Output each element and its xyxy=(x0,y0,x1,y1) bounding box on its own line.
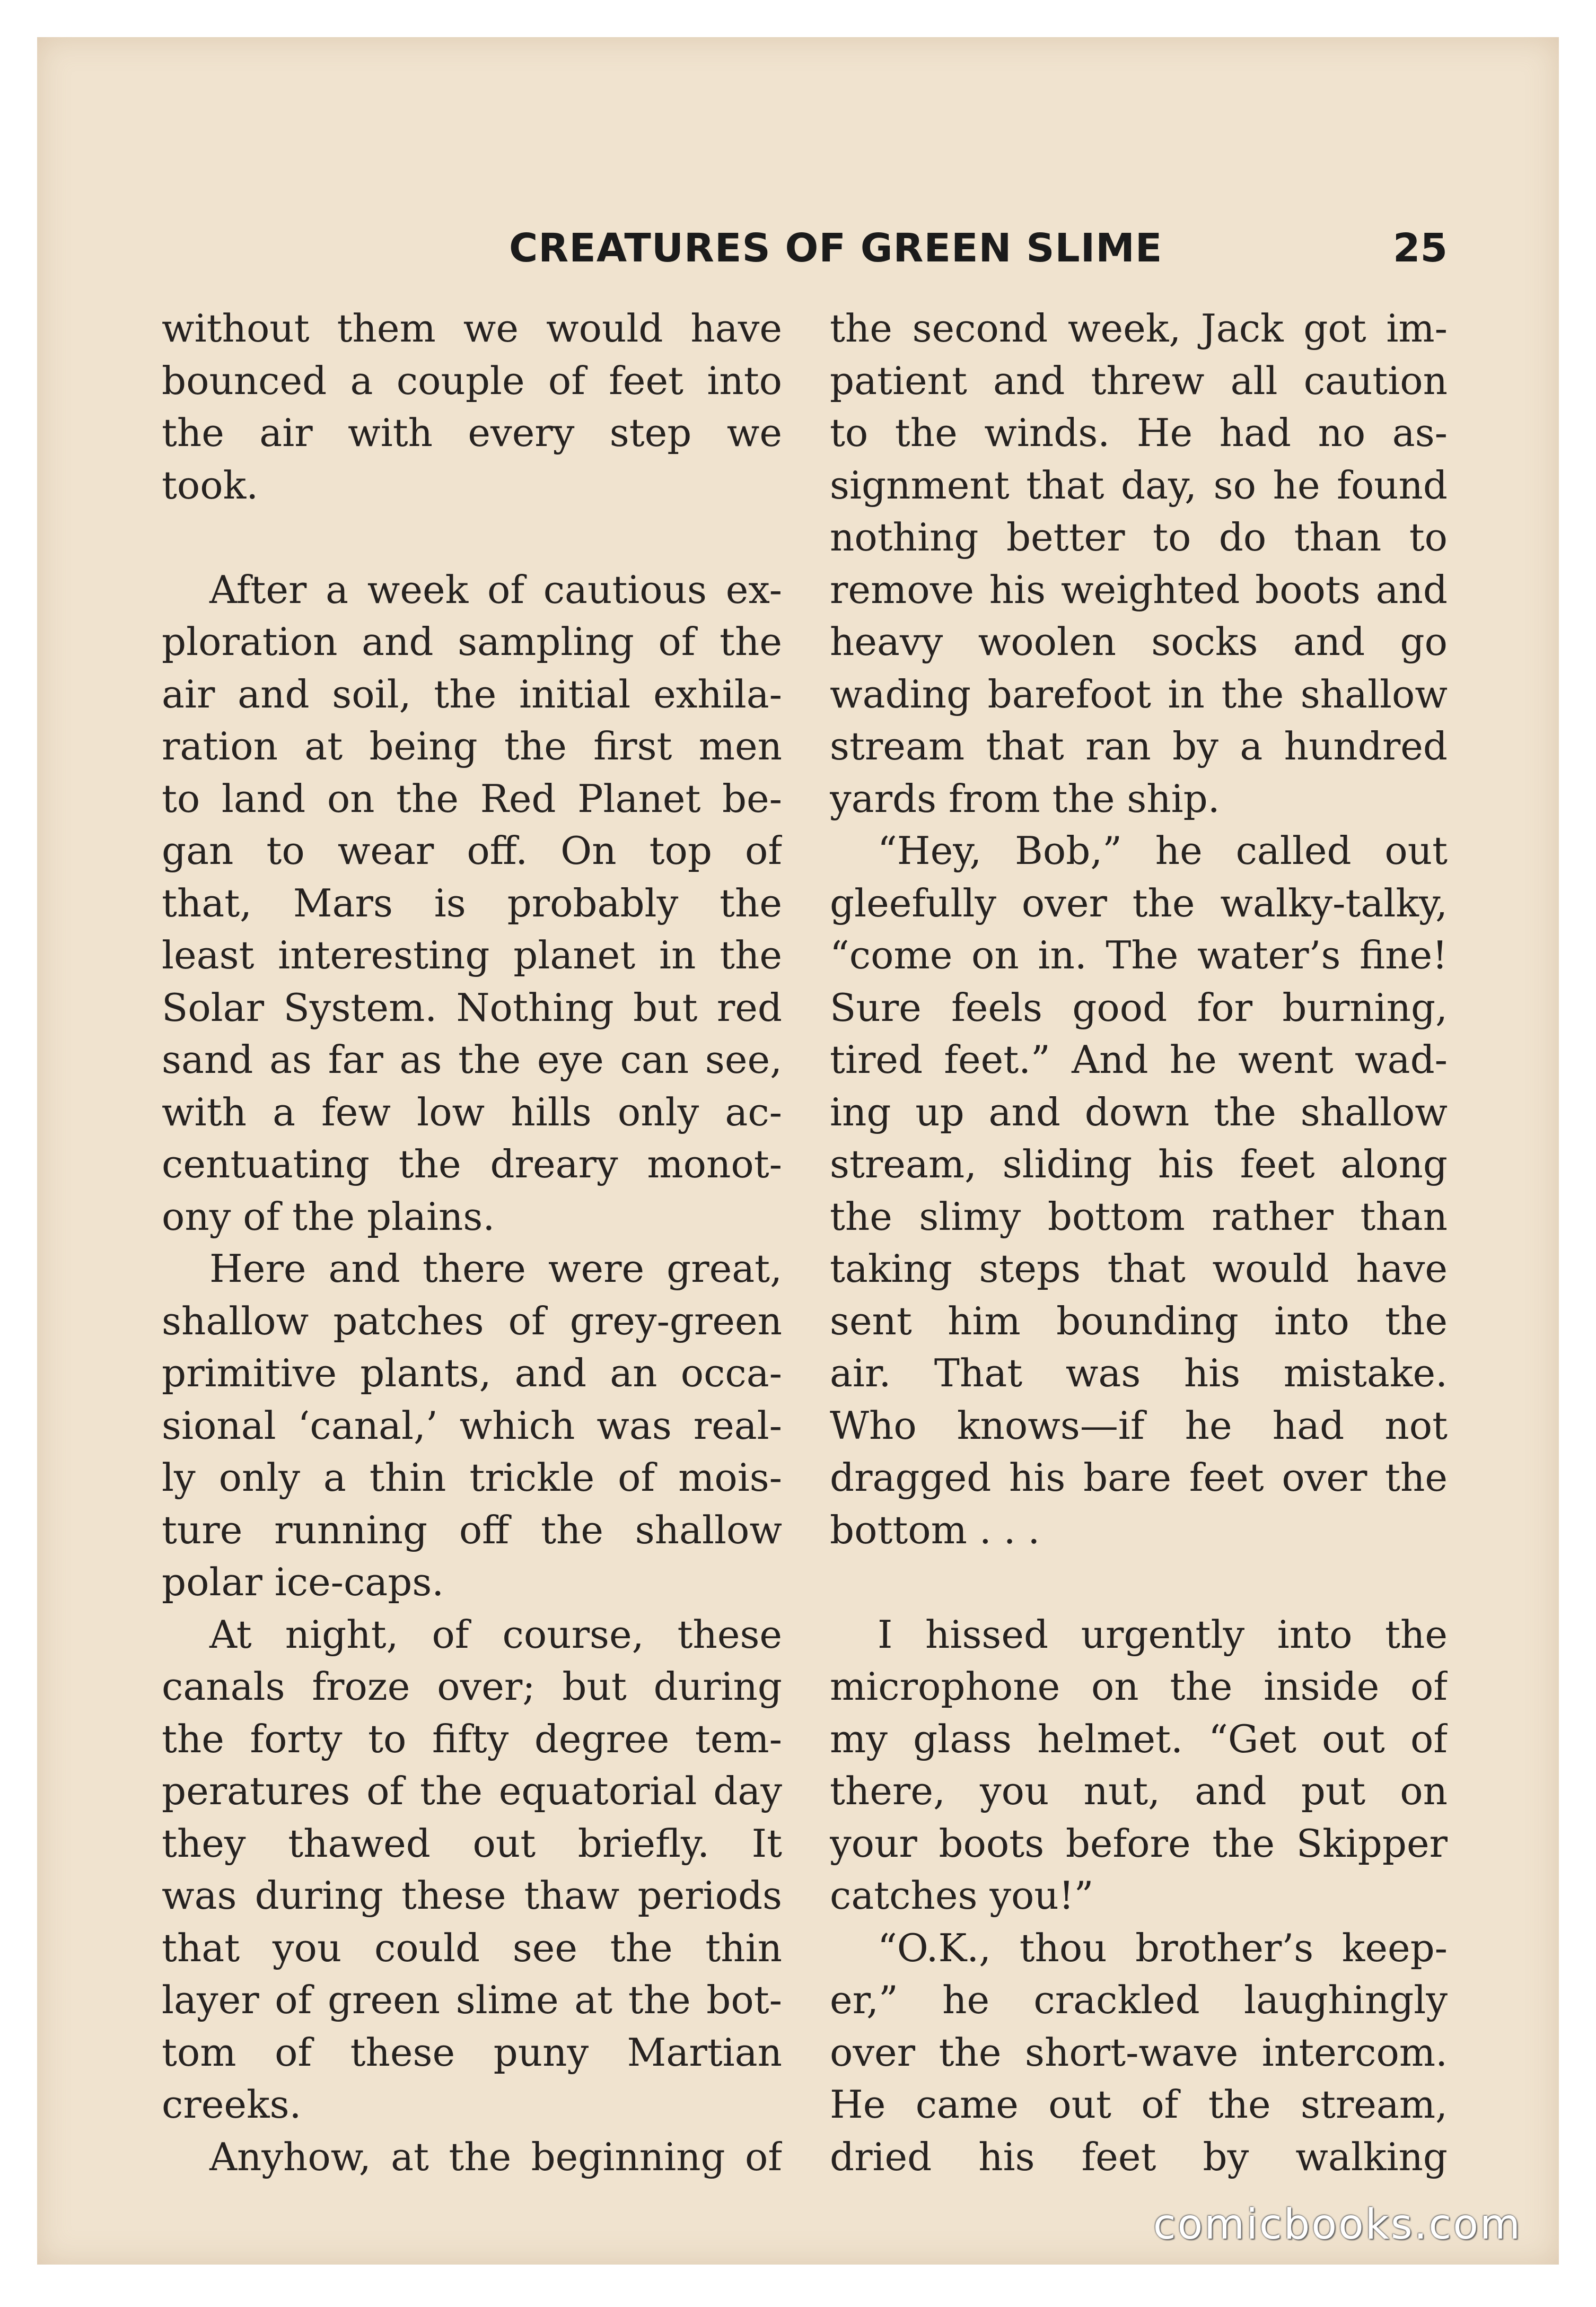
running-head xyxy=(37,225,1559,284)
page-title: CREATURES OF GREEN SLIME xyxy=(509,225,1163,271)
text-line: He came out of the stream, xyxy=(830,2082,1448,2127)
text-line: creeks. xyxy=(162,2082,302,2127)
text-line: that you could see the thin xyxy=(162,1925,782,1970)
text-line: primitive plants, and an occa- xyxy=(162,1351,782,1395)
paragraph-break xyxy=(162,511,782,564)
text-line: stream that ran by a hundred xyxy=(830,724,1448,768)
text-line: tired feet.” And he went wad- xyxy=(830,1037,1448,1082)
text-line: Anyhow, at the beginning of xyxy=(209,2134,782,2179)
text-line: Here and there were great, xyxy=(209,1246,782,1291)
text-line: ture running off the shallow xyxy=(162,1507,782,1552)
text-line: dried his feet by walking xyxy=(830,2134,1448,2179)
text-line: they thawed out briefly. It xyxy=(162,1821,782,1866)
text-line: signment that day, so he found xyxy=(830,462,1448,508)
text-line: sional ‘canal,’ which was real- xyxy=(162,1403,782,1448)
text-line: After a week of cautious ex- xyxy=(209,567,782,612)
text-line: gleefully over the walky-talky, xyxy=(830,880,1448,925)
page-number: 25 xyxy=(1393,225,1448,271)
text-line: there, you nut, and put on xyxy=(830,1769,1448,1813)
book-page xyxy=(37,37,1559,2265)
text-line: the forty to fifty degree tem- xyxy=(162,1716,782,1761)
text-line: with a few low hills only ac- xyxy=(162,1089,782,1134)
text-line: microphone on the inside of xyxy=(830,1664,1448,1709)
text-line: canals froze over; but during xyxy=(162,1664,782,1709)
text-line: tom of these puny Martian xyxy=(162,2030,782,2075)
text-line: heavy woolen socks and go xyxy=(830,619,1448,664)
text-line: catches you!” xyxy=(830,1873,1094,1918)
text-line: “come on in. The water’s fine! xyxy=(830,933,1448,977)
text-line: bounced a couple of feet into xyxy=(162,358,782,403)
paragraph-break xyxy=(830,1556,1448,1609)
text-line: air and soil, the initial exhila- xyxy=(162,671,782,716)
watermark: comicbooks.com xyxy=(1153,2201,1522,2249)
text-line: least interesting planet in the xyxy=(162,933,782,977)
text-line: yards from the ship. xyxy=(830,776,1220,821)
text-line: ony of the plains. xyxy=(162,1194,495,1239)
text-line: took. xyxy=(162,462,259,508)
right-column xyxy=(830,302,1448,2183)
left-column xyxy=(162,302,782,2183)
text-line: shallow patches of grey-green xyxy=(162,1298,782,1343)
text-line: air. That was his mistake. xyxy=(830,1351,1448,1395)
text-line: peratures of the equatorial day xyxy=(162,1769,782,1813)
text-line: stream, sliding his feet along xyxy=(830,1142,1448,1186)
text-line: ly only a thin trickle of mois- xyxy=(162,1455,782,1500)
text-line: wading barefoot in the shallow xyxy=(830,671,1448,716)
text-line: over the short-wave intercom. xyxy=(830,2030,1448,2075)
text-line: layer of green slime at the bot- xyxy=(162,1978,782,2022)
text-line: taking steps that would have xyxy=(830,1246,1448,1291)
text-line: dragged his bare feet over the xyxy=(830,1455,1448,1500)
text-line: bottom . . . xyxy=(830,1507,1040,1552)
text-line: Sure feels good for burning, xyxy=(830,985,1448,1030)
text-line: without them we would have xyxy=(162,306,782,351)
text-line: I hissed urgently into the xyxy=(878,1612,1448,1657)
text-line: the slimy bottom rather than xyxy=(830,1194,1448,1239)
text-line: to the winds. He had no as- xyxy=(830,410,1448,455)
text-line: the second week, Jack got im- xyxy=(830,306,1448,351)
text-line: er,” he crackled laughingly xyxy=(830,1978,1448,2022)
text-line: “Hey, Bob,” he called out xyxy=(878,828,1448,873)
text-line: Who knows—if he had not xyxy=(830,1403,1448,1448)
text-line: polar ice-caps. xyxy=(162,1560,444,1604)
text-line: to land on the Red Planet be- xyxy=(162,776,782,821)
text-line: gan to wear off. On top of xyxy=(162,828,782,873)
text-line: centuating the dreary monot- xyxy=(162,1142,782,1186)
text-line: that, Mars is probably the xyxy=(162,880,782,925)
text-line: “O.K., thou brother’s keep- xyxy=(878,1925,1448,1970)
text-line: sent him bounding into the xyxy=(830,1298,1448,1343)
text-line: ration at being the first men xyxy=(162,724,782,768)
text-line: Solar System. Nothing but red xyxy=(162,985,782,1030)
text-line: ploration and sampling of the xyxy=(162,619,782,664)
text-line: sand as far as the eye can see, xyxy=(162,1037,782,1082)
text-line: my glass helmet. “Get out of xyxy=(830,1716,1448,1761)
text-line: nothing better to do than to xyxy=(830,515,1448,560)
text-line: was during these thaw periods xyxy=(162,1873,782,1918)
text-line: the air with every step we xyxy=(162,410,782,455)
text-line: ing up and down the shallow xyxy=(830,1089,1448,1134)
text-line: At night, of course, these xyxy=(209,1612,782,1657)
text-line: remove his weighted boots and xyxy=(830,567,1448,612)
text-line: patient and threw all caution xyxy=(830,358,1448,403)
text-line: your boots before the Skipper xyxy=(830,1821,1448,1866)
